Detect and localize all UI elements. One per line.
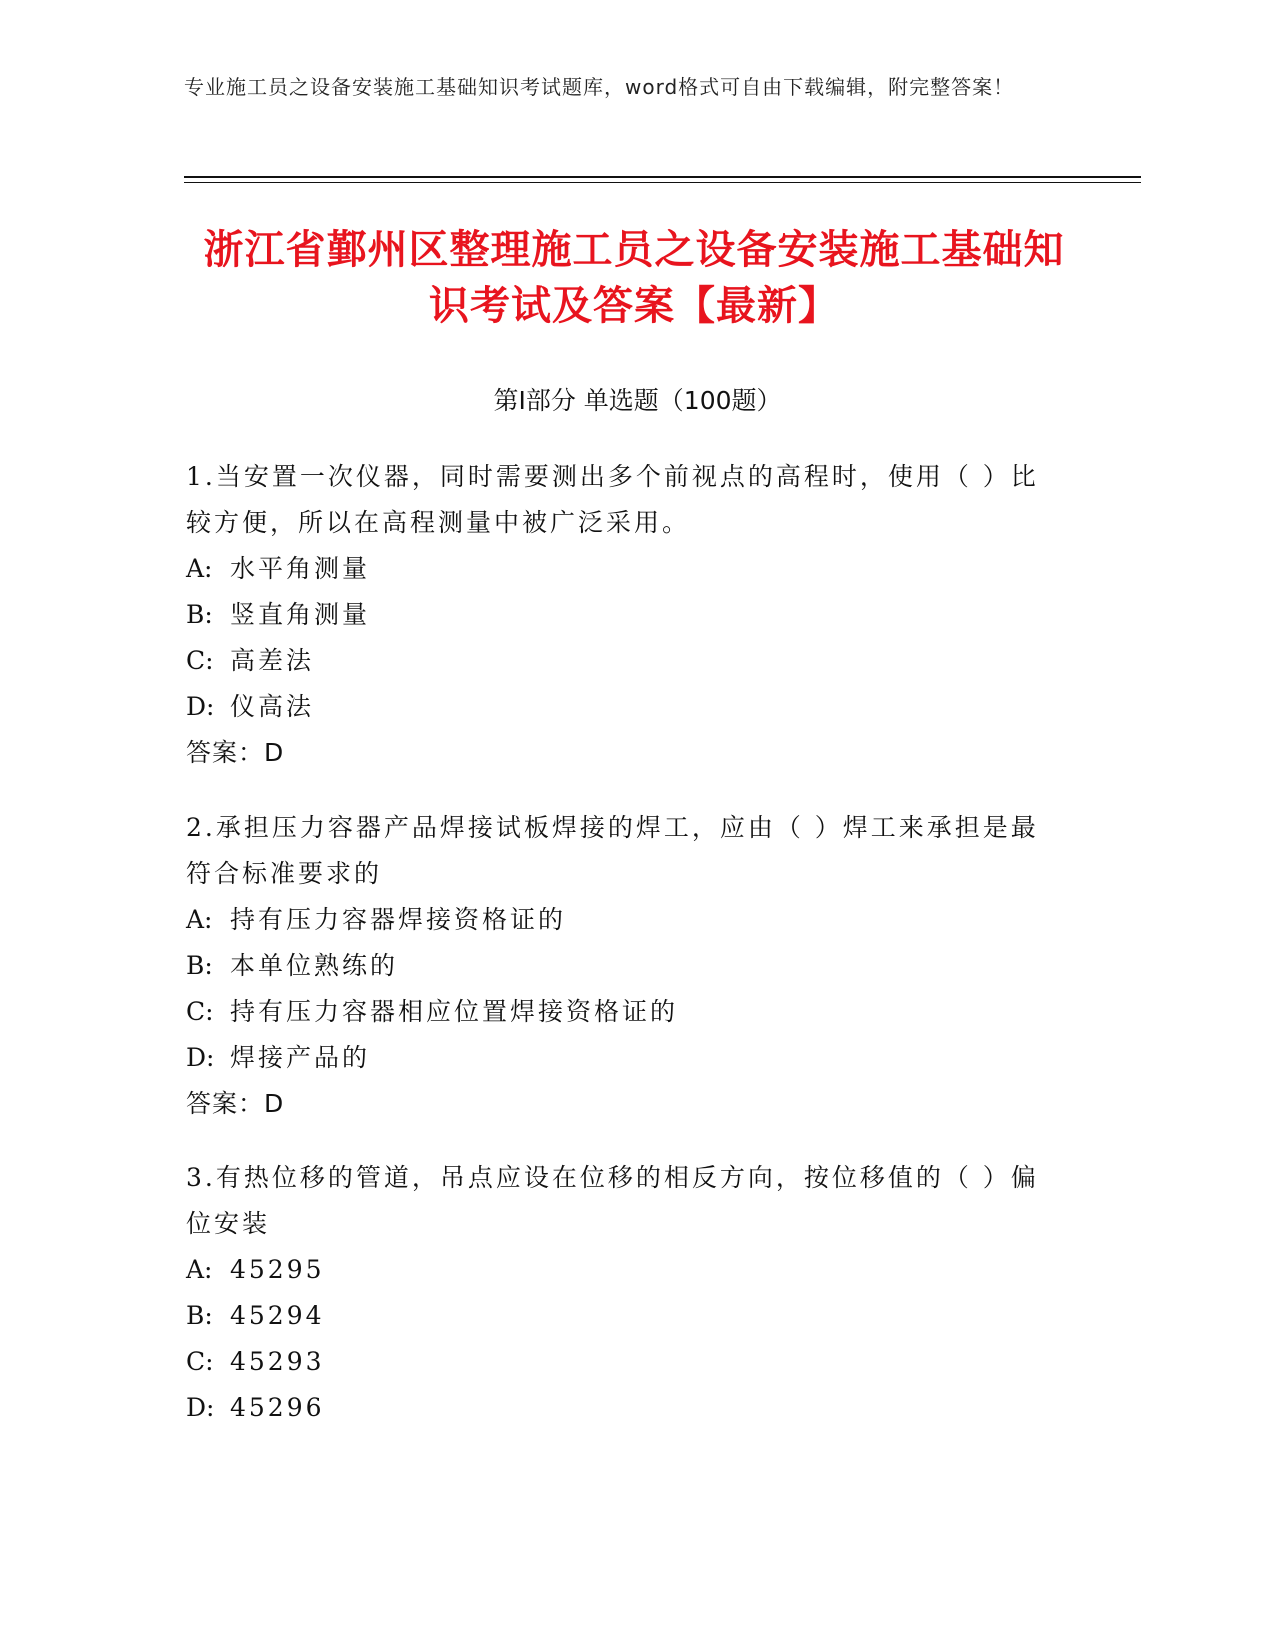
option-d bbox=[186, 684, 1066, 730]
question-3 bbox=[186, 1155, 1066, 1431]
section-heading: 第I部分 单选题（100题） bbox=[493, 386, 782, 415]
option-letter: B: bbox=[186, 1301, 213, 1330]
option-a bbox=[186, 897, 1066, 943]
option-text: 本单位熟练的 bbox=[230, 951, 399, 980]
option-text: 高差法 bbox=[230, 646, 315, 675]
option-b bbox=[186, 592, 1066, 638]
option-text: 水平角测量 bbox=[230, 554, 371, 583]
option-letter: B: bbox=[186, 951, 213, 980]
option-letter: D: bbox=[186, 1043, 215, 1072]
option-a bbox=[186, 546, 1066, 592]
option-letter: C: bbox=[186, 1347, 214, 1376]
option-d bbox=[186, 1035, 1066, 1081]
option-d bbox=[186, 1385, 1066, 1431]
option-text: 45293 bbox=[230, 1347, 325, 1376]
option-letter: A: bbox=[186, 1255, 213, 1284]
option-letter: A: bbox=[186, 905, 213, 934]
option-letter: C: bbox=[186, 646, 214, 675]
question-stem: 1.当安置一次仪器，同时需要测出多个前视点的高程时，使用（ ）比较方便，所以在高程测量中被广泛采用。 bbox=[186, 462, 1039, 537]
header-divider-thick bbox=[184, 176, 1141, 178]
option-c bbox=[186, 989, 1066, 1035]
option-text: 持有压力容器焊接资格证的 bbox=[230, 905, 567, 934]
option-letter: A: bbox=[186, 554, 213, 583]
option-a bbox=[186, 1247, 1066, 1293]
option-text: 持有压力容器相应位置焊接资格证的 bbox=[230, 997, 679, 1026]
option-text: 45295 bbox=[230, 1255, 325, 1284]
question-stem: 2.承担压力容器产品焊接试板焊接的焊工，应由（ ）焊工来承担是最符合标准要求的 bbox=[186, 813, 1039, 888]
document-title: 浙江省鄞州区整理施工员之设备安装施工基础知识考试及答案【最新】 bbox=[203, 227, 1065, 329]
option-c bbox=[186, 638, 1066, 684]
option-letter: C: bbox=[186, 997, 214, 1026]
header-divider-thin bbox=[184, 182, 1141, 183]
answer-line: 答案：D bbox=[186, 738, 285, 767]
option-letter: D: bbox=[186, 692, 215, 721]
option-text: 45294 bbox=[230, 1301, 325, 1330]
header-note: 专业施工员之设备安装施工基础知识考试题库，word格式可自由下载编辑，附完整答案！ bbox=[184, 75, 1015, 99]
option-text: 仪高法 bbox=[230, 692, 315, 721]
option-c bbox=[186, 1339, 1066, 1385]
option-text: 45296 bbox=[230, 1393, 325, 1422]
question-1 bbox=[186, 454, 1066, 776]
option-letter: B: bbox=[186, 600, 213, 629]
option-text: 焊接产品的 bbox=[230, 1043, 371, 1072]
question-2 bbox=[186, 805, 1066, 1127]
option-b bbox=[186, 943, 1066, 989]
option-text: 竖直角测量 bbox=[230, 600, 371, 629]
option-letter: D: bbox=[186, 1393, 215, 1422]
question-stem: 3.有热位移的管道，吊点应设在位移的相反方向，按位移值的（ ）偏位安装 bbox=[186, 1163, 1039, 1238]
option-b bbox=[186, 1293, 1066, 1339]
answer-line: 答案：D bbox=[186, 1089, 285, 1118]
